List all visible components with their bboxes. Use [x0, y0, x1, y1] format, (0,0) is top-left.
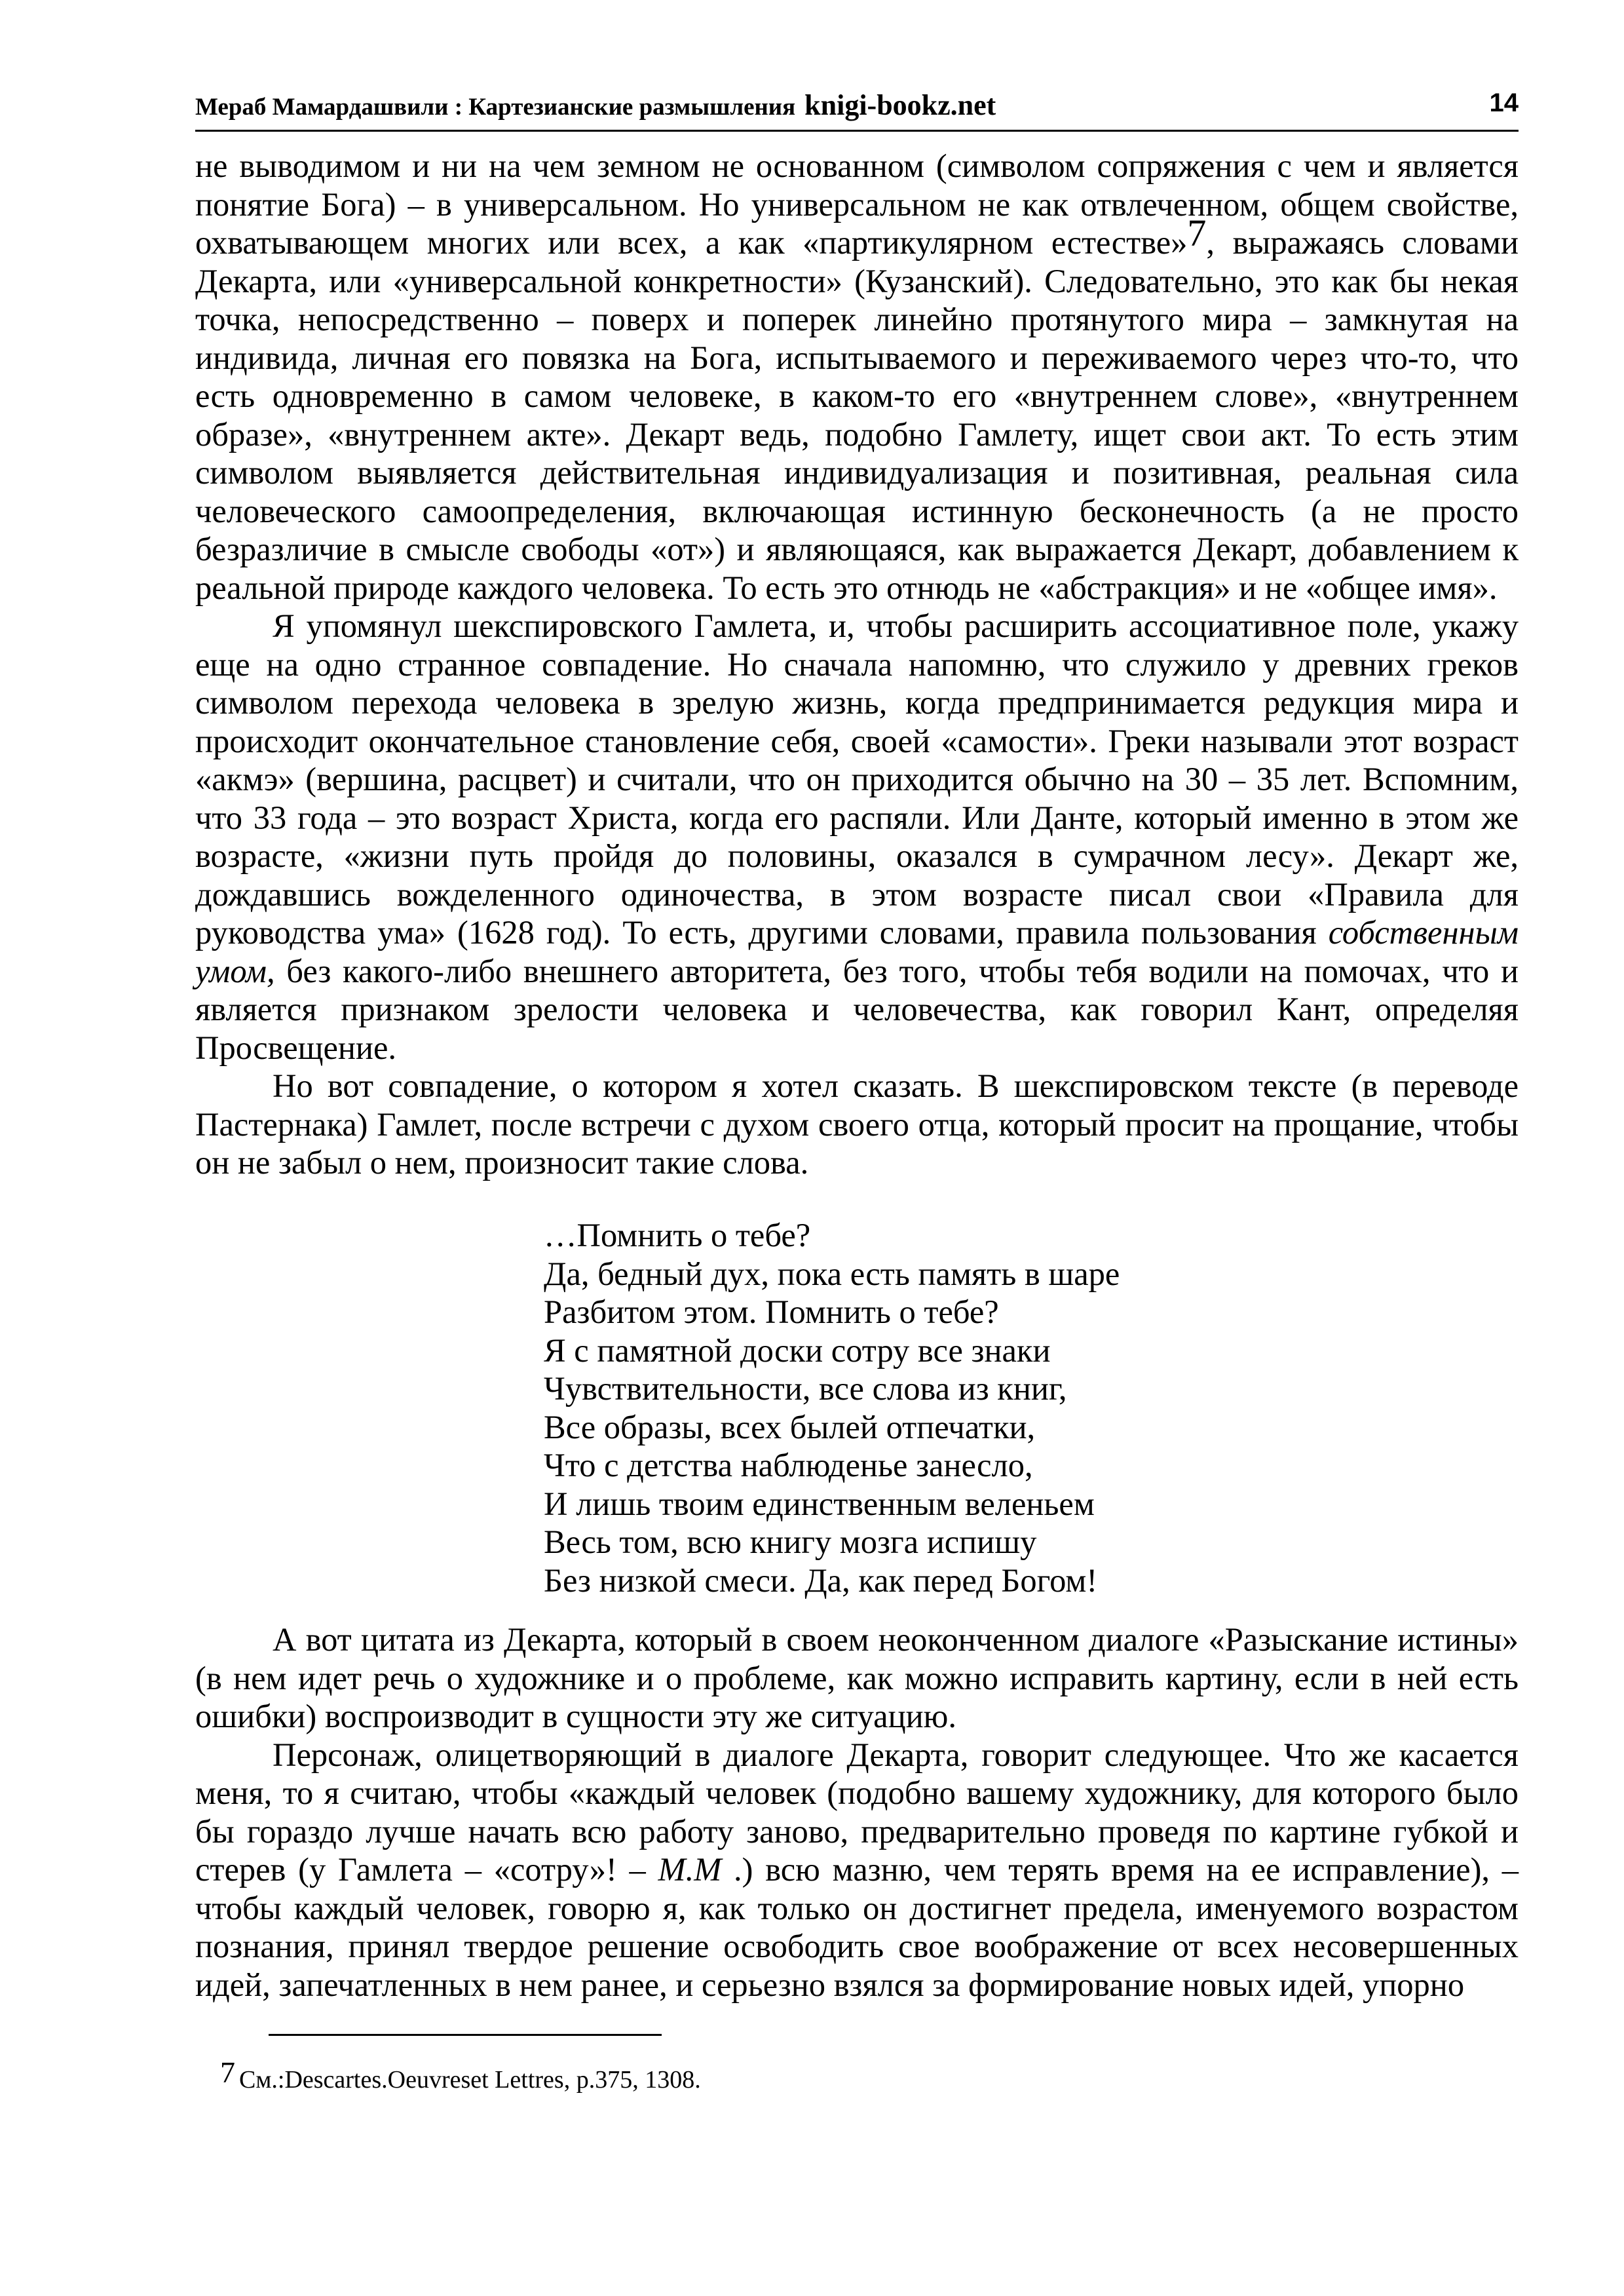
paragraph-3: Но вот совпадение, о котором я хотел сказать. В шекспировском тексте (в переводе Пастернака) Гамлет, после встречи с духом своего отца, который просит на прощание, чтобы он не забыл о нем, произносит такие слова.	[195, 1067, 1519, 1181]
footnote	[220, 2056, 701, 2095]
paragraph-5	[195, 1736, 1519, 2004]
poem-line: Я с памятной доски сотру все знаки	[544, 1331, 1051, 1369]
paragraph-1-text-a: не выводимом и ни на чем земном не основанном (символом сопряжения с чем и является понятие Бога) – в универсальном. Но универсальном не как отвлеченном, общем свойстве, охватывающем многих или всех, а как «партикулярном естестве»	[195, 147, 1519, 261]
poem-line: Да, бедный дух, пока есть память в шаре	[544, 1255, 1120, 1292]
poem-line: Весь том, всю книгу мозга испишу	[544, 1523, 1037, 1560]
poem-line: Все образы, всех былей отпечатки,	[544, 1408, 1036, 1445]
poem-line: Разбитом этом. Помнить о тебе?	[544, 1293, 999, 1330]
footnote-separator	[269, 2034, 662, 2036]
poem-line: Без низкой смеси. Да, как перед Богом!	[544, 1561, 1098, 1599]
paragraph-4: А вот цитата из Декарта, который в своем неоконченном диалоге «Разыскание истины» (в нем идет речь о художнике и о проблеме, как можно исправить картину, если в ней есть ошибки) воспроизводит в сущности эту же ситуацию.	[195, 1621, 1519, 1734]
paragraph-2-text-b: без какого-либо внешнего авторитета, без того, чтобы тебя водили на помочах, что и является признаком зрелости человека и человечества, как говорил Кант, определяя Просвещение.	[195, 952, 1519, 1066]
running-header	[195, 84, 1519, 132]
poem-line: Чувствительности, все слова из книг,	[544, 1370, 1067, 1407]
header-title: Мераб Мамардашвили : Картезианские размышления	[195, 94, 796, 121]
footnote-number: 7	[220, 2056, 235, 2089]
paragraph-1-text-b: , выражаясь словами Декарта, или «универсальной конкретности» (Кузанский). Следовательно, это как бы некая точка, непосредственно – поверх и поперек линейно протянутого мира – замкнутая на индивида, личная его повязка на Бога, испытываемого и переживаемого через что-то, что есть одновременно в самом человеке, в каком-то его «внутреннем слове», «внутреннем образе», «внутреннем акте». Декарт ведь, подобно Гамлету, ищет свои акт. То есть этим символом выявляется действительная индивидуализация и позитивная, реальная сила человеческого самоопределения, включающая истинную бесконечность (а не просто безразличие в смысле свободы «от») и являющаяся, как выражается Декарт, добавлением к реальной природе каждого человека. То есть это отнюдь не «абстракция» и не «общее имя».	[195, 224, 1519, 606]
poem-line: …Помнить о тебе?	[544, 1217, 811, 1253]
header-title-line	[195, 88, 996, 122]
paragraph-2-text-a: Я упомянул шекспировского Гамлета, и, чтобы расширить ассоциативное поле, укажу еще на одно странное совпадение. Но сначала напомню, что служило у древних греков символом перехода человека в зрелую жизнь, когда предпринимается редукция мира и происходит окончательное становление себя, своей «самости». Греки называли этот возраст «акмэ» (вершина, расцвет) и считали, что он приходится обычно на 30 – 35 лет. Вспомним, что 33 года – это возраст Христа, когда его распяли. Или Данте, который именно в этом же возрасте, «жизни путь пройдя до половины, оказался в сумрачном лесу». Декарт же, дождавшись вожделенного одиночества, в этом возрасте писал свои «Правила для руководства ума» (1628 год). То есть, другими словами, правила пользования	[195, 607, 1519, 951]
paragraph-2-emphasis: собственным умом,	[195, 914, 1519, 989]
main-text-block-continued	[195, 1620, 1519, 2004]
paragraph-2	[195, 607, 1519, 1067]
page-number: 14	[1489, 88, 1519, 117]
paragraph-5-text-b: .) всю мазню, чем терять время на ее исправление), – чтобы каждый человек, говорю я, как только он достигнет предела, именуемого возрастом познания, принял твердое решение освободить свое воображение от всех несовершенных идей, запечатленных в нем ранее, и серьезно взялся за формирование новых идей, упорно	[195, 1851, 1519, 2003]
paragraph-1	[195, 147, 1519, 607]
footnote-text: См.:Descartes.Oeuvreset Lettres, p.375, 1308.	[239, 2066, 701, 2094]
poem-line: Что с детства наблюденье занесло,	[544, 1447, 1033, 1483]
main-text-block	[195, 147, 1519, 1182]
paragraph-5-emphasis: М.М	[658, 1851, 722, 1888]
header-site: knigi-bookz.net	[804, 89, 996, 121]
poem-quote	[544, 1216, 1330, 1599]
footnote-reference[interactable]: 7	[1187, 212, 1207, 254]
paragraph-5-text-a: Персонаж, олицетворяющий в диалоге Декарта, говорит следующее. Что же касается меня, то я считаю, чтобы «каждый человек (подобно вашему художнику, для которого было бы гораздо лучше начать всю работу заново, предварительно проведя по картине губкой и стерев (у Гамлета – «сотру»! –	[195, 1736, 1519, 1888]
poem-line: И лишь твоим единственным веленьем	[544, 1485, 1095, 1522]
